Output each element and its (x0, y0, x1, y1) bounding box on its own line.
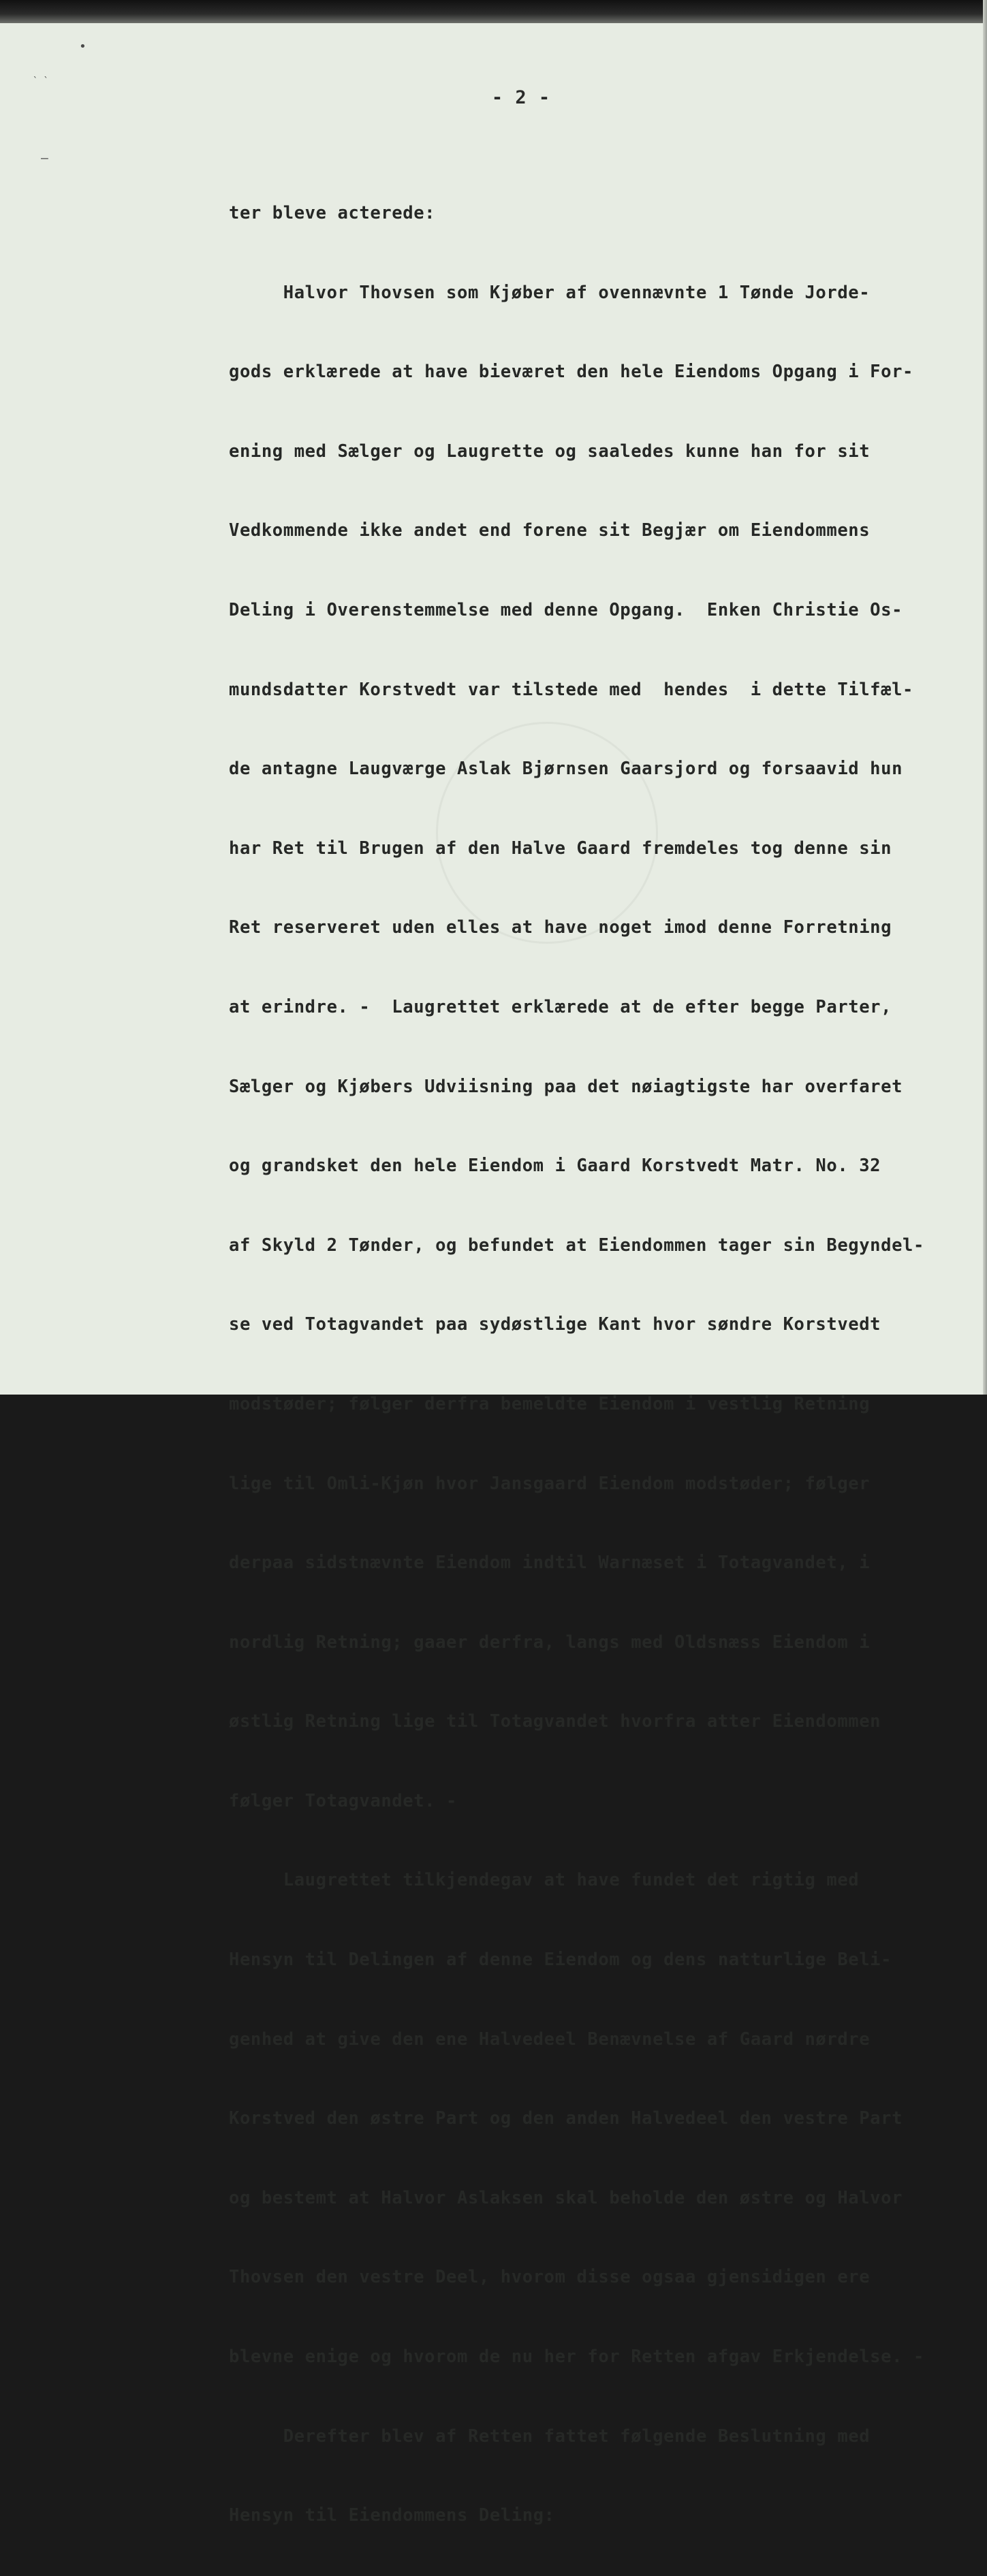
text-line: og grandsket den hele Eiendom i Gaard Korstvedt Matr. No. 32 (229, 1156, 881, 1177)
text-line: Vedkommende ikke andet end forene sit Begjær om Eiendommens (229, 520, 871, 541)
text-line: gods erklærede at have bieværet den hele Eiendoms Opgang i For- (229, 362, 913, 383)
scan-top-border (0, 0, 987, 23)
text-line: ening med Sælger og Laugrette og saaledes kunne han for sit (229, 441, 871, 462)
text-line: Korstved den østre Part og den anden Halvedeel den vestre Part (229, 2108, 903, 2129)
text-line: genhed at give den ene Halvedeel Benævnelse af Gaard nørdre (229, 2029, 871, 2050)
text-line: lige til Omli-Kjøn hvor Jansgaard Eiendom modstøder; følger (229, 1473, 871, 1494)
margin-mark: • (79, 39, 87, 54)
text-line: Thovsen den vestre Deel, hvorom disse ogsaa gjensidigen ere (229, 2267, 871, 2288)
text-line: Laugrettet tilkjendegav at have fundet det rigtig med (229, 1870, 860, 1891)
text-line: mundsdatter Korstvedt var tilstede med hendes i dette Tilfæl- (229, 679, 913, 700)
text-line: østlig Retning lige til Totagvandet hvorfra atter Eiendommen (229, 1711, 881, 1732)
margin-mark: – (41, 151, 48, 165)
text-line: derpaa sidstnævnte Eiendom indtil Warnæset i Totagvandet, i (229, 1553, 871, 1574)
page-number: - 2 - (491, 87, 551, 108)
text-line: nordlig Retning; gaaer derfra, langs med Oldsnæss Eiendom i (229, 1632, 871, 1653)
text-line: følger Totagvandet. - (229, 1790, 457, 1811)
scan-right-border (983, 0, 987, 1395)
text-line: af Skyld 2 Tønder, og befundet at Eiendommen tager sin Begyndel- (229, 1235, 924, 1256)
text-line: Deling i Overenstemmelse med denne Opgang. Enken Christie Os- (229, 599, 903, 620)
text-line: se ved Totagvandet paa sydøstlige Kant hvor søndre Korstvedt (229, 1314, 881, 1335)
text-line: Hensyn til Eiendommens Deling: (229, 2505, 555, 2526)
text-line: Derefter blev af Retten fattet følgende Beslutning med (229, 2426, 871, 2447)
text-line: ter bleve acterede: (229, 203, 436, 223)
text-line: Hensyn til Delingen af denne Eiendom og dens natturlige Beli- (229, 1950, 892, 1971)
text-line: Ret reserveret uden elles at have noget imod denne Forretning (229, 917, 892, 938)
text-line: og bestemt at Halvor Aslaksen skal beholde den østre og Halvor (229, 2187, 903, 2208)
text-line: blevne enige og hvorom de nu her for Retten afgav Erkjendelse. - (229, 2347, 924, 2368)
margin-mark: ` ` (33, 76, 49, 86)
text-line: de antagne Laugværge Aslak Bjørnsen Gaarsjord og forsaavid hun (229, 759, 903, 780)
text-line: modstøder; følger derfra bemeldte Eiendom i vestlig Retning (229, 1393, 871, 1414)
text-line: at erindre. - Laugrettet erklærede at de efter begge Parter, (229, 996, 892, 1017)
document-body (229, 153, 958, 2576)
text-line: Sælger og Kjøbers Udviisning paa det nøiagtigste har overfaret (229, 1076, 903, 1097)
text-line: Halvor Thovsen som Kjøber af ovennævnte 1 Tønde Jorde- (229, 282, 871, 303)
text-line: har Ret til Brugen af den Halve Gaard fremdeles tog denne sin (229, 838, 892, 859)
